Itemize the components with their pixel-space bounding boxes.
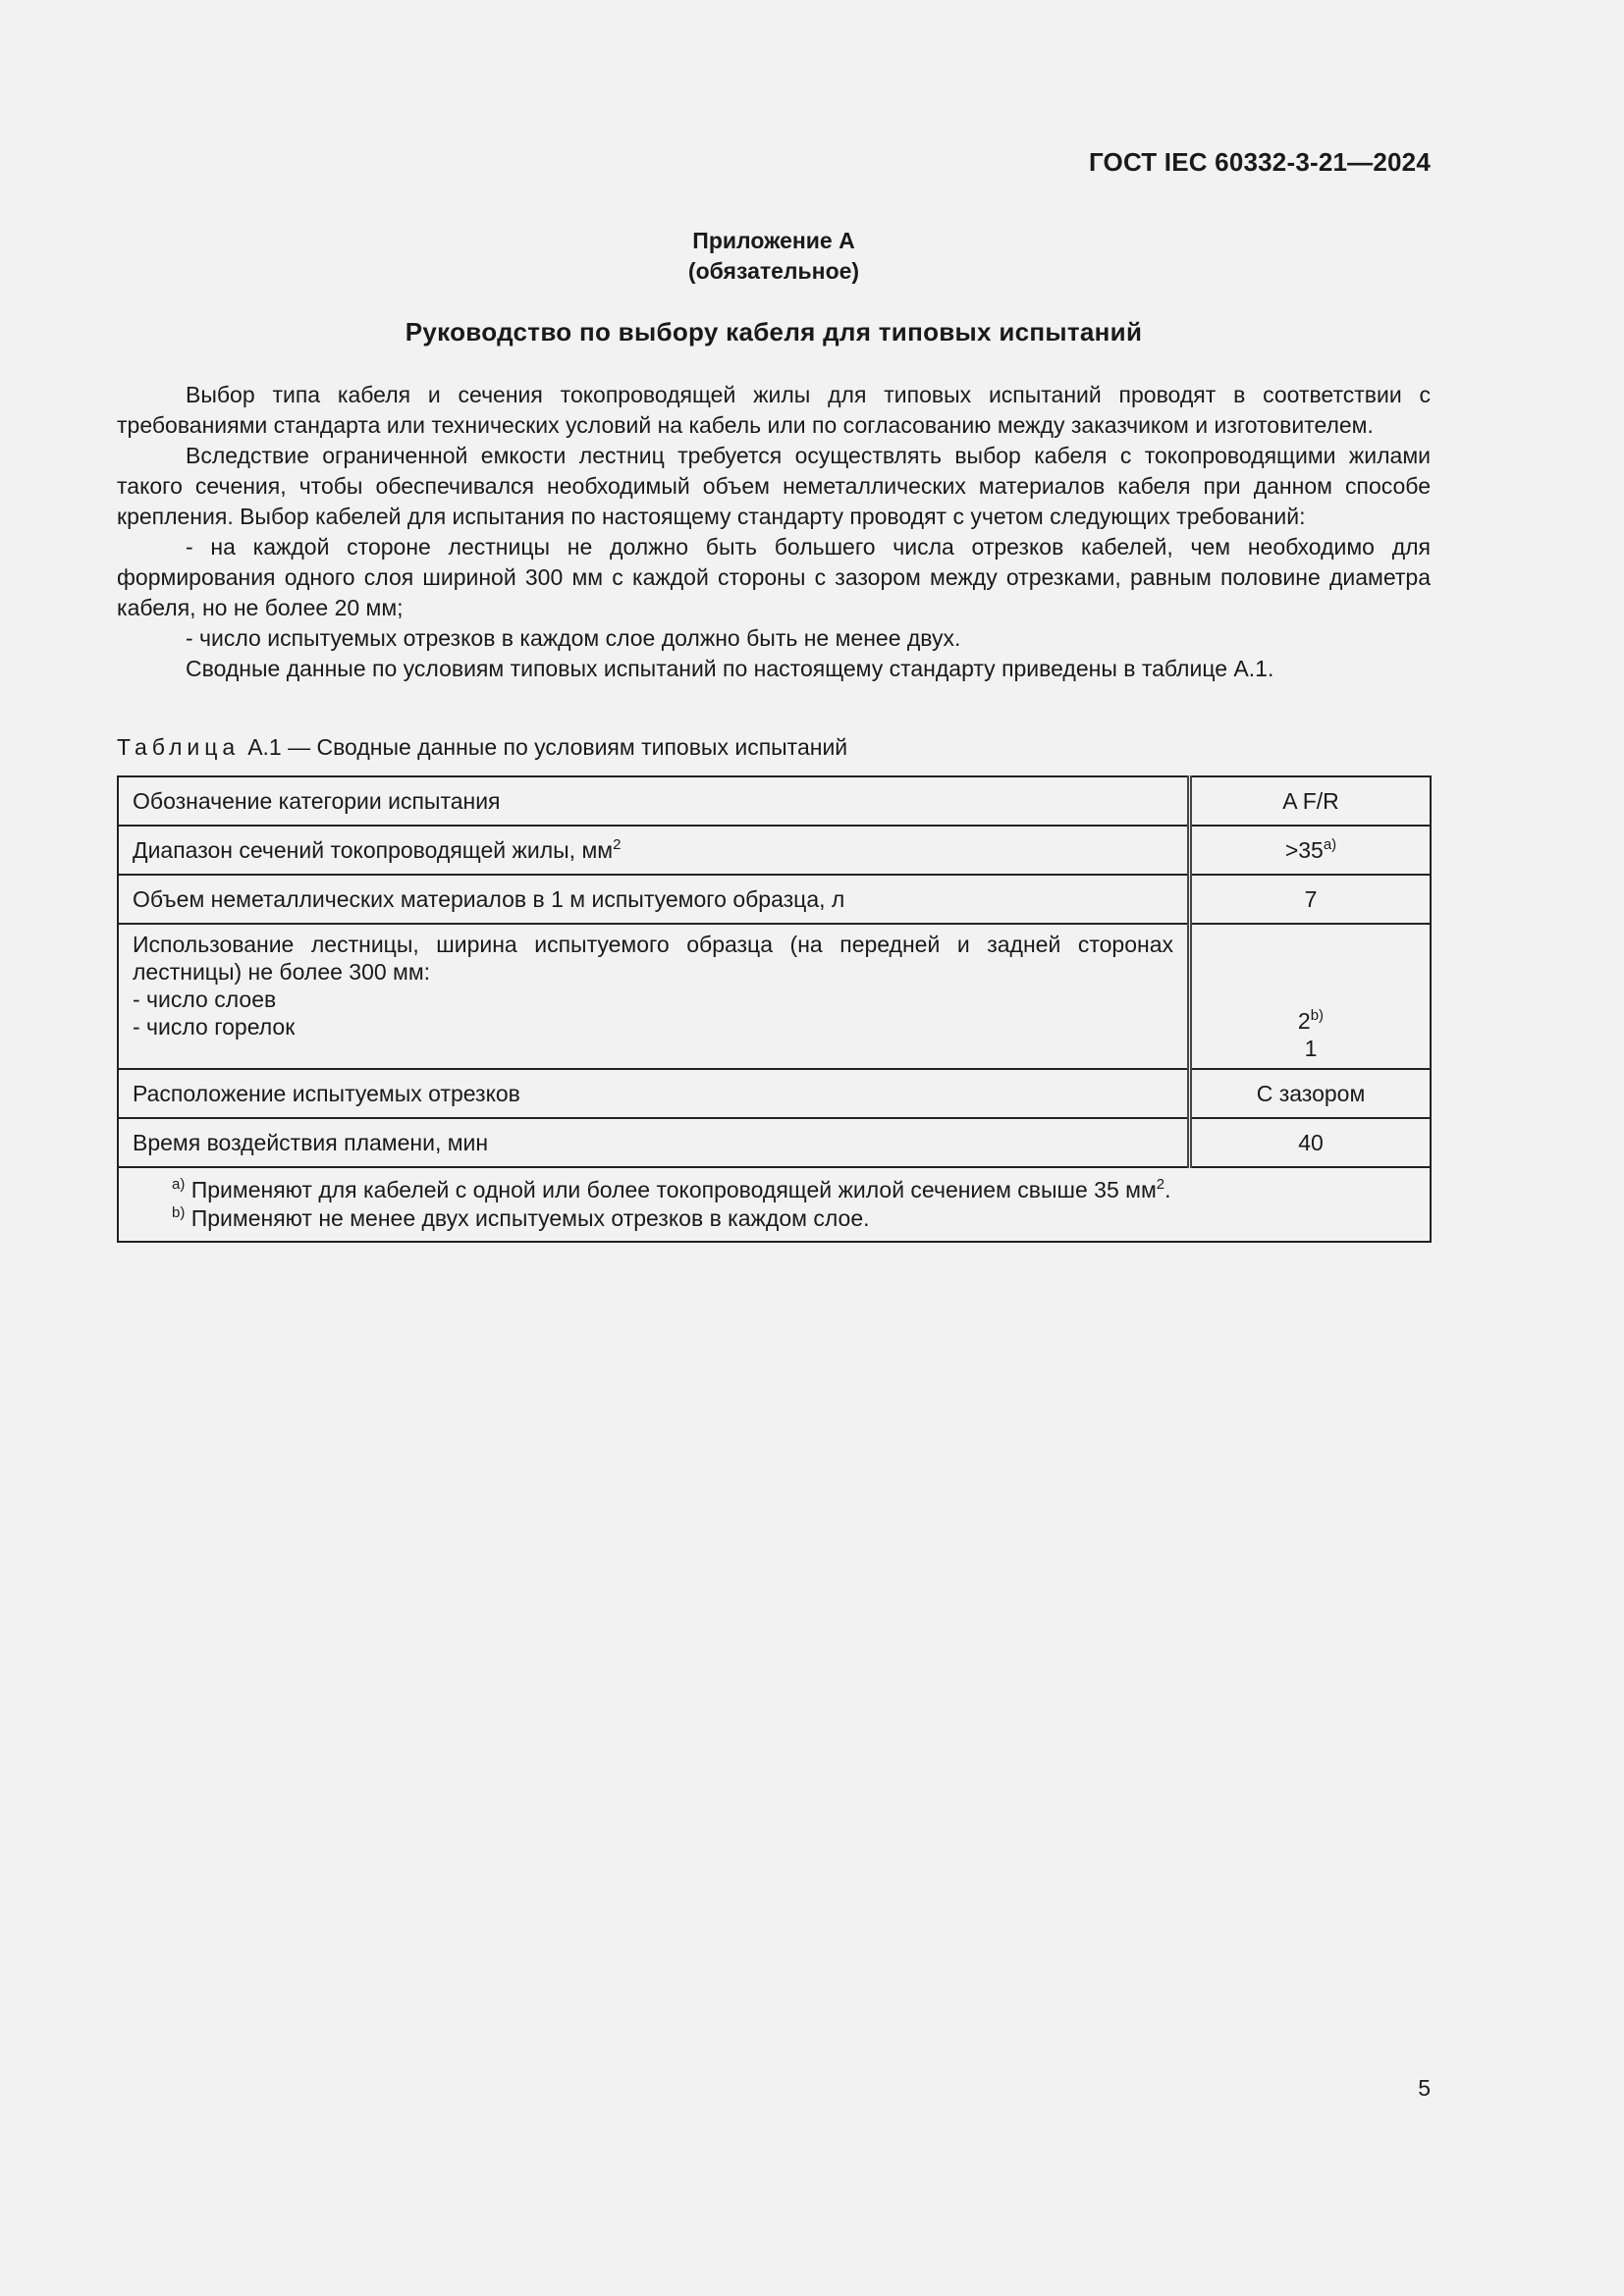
row-value: 2 [1297,1008,1311,1034]
table-row [118,924,1431,1069]
table-row [118,1118,1431,1167]
table-row [118,875,1431,924]
annex-status: (обязательное) [687,258,860,284]
footnote-mark: а) [172,1176,186,1193]
row-value: A F/R [1190,776,1432,826]
summary-table [117,775,1432,1243]
row-label: Время воздействия пламени, мин [118,1118,1190,1167]
list-item: - число испытуемых отрезков в каждом слое должно быть не менее двух. [186,625,961,651]
footnote-text: Применяют для кабелей с одной или более токопроводящей жилой сечением свыше 35 мм [190,1177,1157,1202]
row-label-cell [118,826,1190,875]
page-number: 5 [1418,2075,1431,2101]
footnote-ref: b) [1310,1007,1325,1024]
annex-title: Приложение А [692,228,855,253]
row-value-cell [1190,826,1432,875]
row-sublabel: - число слоев [133,987,277,1012]
footnote [172,1176,1416,1204]
row-label: Диапазон сечений токопроводящей жилы, мм [133,837,614,863]
row-label: Обозначение категории испытания [118,776,1190,826]
table-row [118,826,1431,875]
footnote-ref: а) [1323,836,1337,853]
footnote-tail: . [1164,1177,1171,1202]
superscript: 2 [1156,1176,1165,1193]
row-value: 1 [1304,1036,1318,1061]
body-text [117,380,1431,684]
row-value: С зазором [1190,1069,1432,1118]
annex-heading [0,226,1547,287]
footnote-text: Применяют не менее двух испытуемых отрезков в каждом слое. [190,1205,870,1231]
superscript: 2 [613,836,622,853]
footnote [172,1204,1416,1233]
table-row [118,776,1431,826]
row-sublabel: - число горелок [133,1014,296,1040]
table-notes-row [118,1167,1431,1242]
table-row [118,1069,1431,1118]
table-caption-word: Таблица [117,734,241,760]
row-label: Расположение испытуемых отрезков [118,1069,1190,1118]
list-item: - на каждой стороне лестницы не должно быть большего числа отрезков кабелей, чем необходимо для формирования одного слоя шириной 300 мм с каждой стороны с зазором между отрезками, равным половине диаметра кабеля, но не более 20 мм; [117,534,1431,620]
row-value-cell [1190,924,1432,1069]
document-id: ГОСТ IEC 60332-3-21—2024 [1088,147,1431,177]
row-label: Объем неметаллических материалов в 1 м испытуемого образца, л [118,875,1190,924]
row-value: 7 [1190,875,1432,924]
row-value: 40 [1190,1118,1432,1167]
paragraph: Выбор типа кабеля и сечения токопроводящей жилы для типовых испытаний проводят в соответствии с требованиями стандарта или технических условий на кабель или по согласованию между заказчиком и изготовителем. [117,382,1431,438]
table-caption [117,734,847,761]
paragraph: Сводные данные по условиям типовых испытаний по настоящему стандарту приведены в таблице А.1. [186,656,1274,681]
table-caption-text: А.1 — Сводные данные по условиям типовых испытаний [247,734,848,760]
section-title: Руководство по выбору кабеля для типовых испытаний [405,317,1143,347]
row-value: >35 [1284,837,1324,863]
footnote-mark: b) [172,1204,186,1221]
row-label: Использование лестницы, ширина испытуемого образца (на передней и задней сторонах лестницы) не более 300 мм: [133,932,1173,985]
table-notes [118,1167,1431,1242]
paragraph: Вследствие ограниченной емкости лестниц требуется осуществлять выбор кабеля с токопроводящими жилами такого сечения, чтобы обеспечивался необходимый объем неметаллических материалов кабеля при данном способе крепления. Выбор кабелей для испытания по настоящему стандарту проводят с учетом следующих требований: [117,443,1431,529]
row-label-cell [118,924,1190,1069]
